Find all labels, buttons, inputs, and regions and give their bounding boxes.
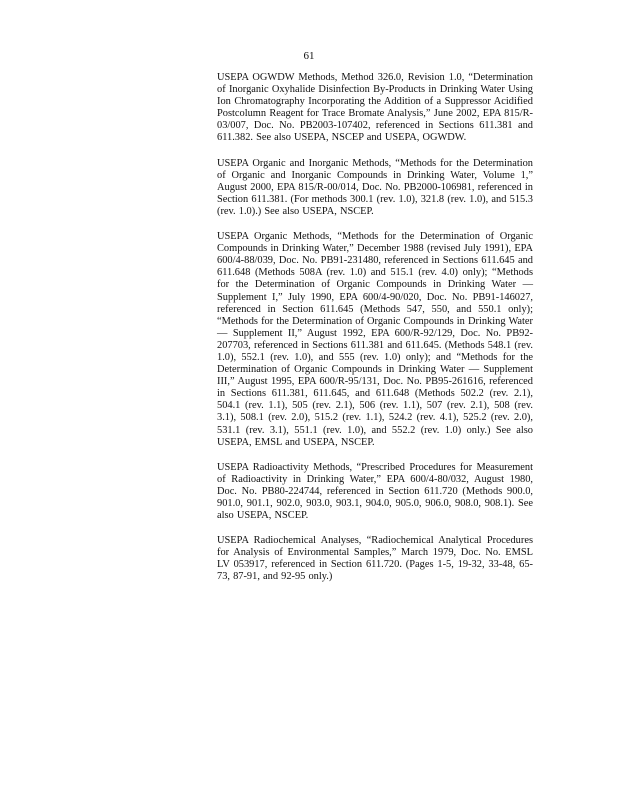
page-number: 61 [303,50,315,62]
reference-usepa-ogwdw-methods: USEPA OGWDW Methods, Method 326.0, Revision 1.0, “Determination of Inorganic Oxyhalide Disinfection By-Products in Drinking Water Using Ion Chromatography Incorporating the Addition of a Suppressor Acidified Postcolumn Reagent for Trace Bromate Analysis,” June 2002, EPA 815/R-03/007, Doc. No. PB2003-107402, referenced in Sections 611.381 and 611.382. See also USEPA, NSCEP and USEPA, OGWDW. [217,72,533,144]
reference-usepa-organic-and-inorganic-methods: USEPA Organic and Inorganic Methods, “Methods for the Determination of Organic and Inorganic Compounds in Drinking Water, Volume 1,” August 2000, EPA 815/R-00/014, Doc. No. PB2000-106981, referenced in Section 611.381. (For methods 300.1 (rev. 1.0), 321.8 (rev. 1.0), and 515.3 (rev. 1.0).) See also USEPA, NSCEP. [217,157,533,217]
reference-list [217,72,533,597]
reference-usepa-organic-methods: USEPA Organic Methods, “Methods for the Determination of Organic Compounds in Drinking Water,” December 1988 (revised July 1991), EPA 600/4-88/039, Doc. No. PB91-231480, referenced in Sections 611.645 and 611.648 (Methods 508A (rev. 1.0) and 515.1 (rev. 4.0) only); “Methods for the Determination of Organic Compounds in Drinking Water — Supplement I,” July 1990, EPA 600/4-90/020, Doc. No. PB91-146027, referenced in Section 611.645 (Methods 547, 550, and 550.1 only); “Methods for the Determination of Organic Compounds in Drinking Water — Supplement II,” August 1992, EPA 600/R-92/129, Doc. No. PB92-207703, referenced in Sections 611.381 and 611.645. (Methods 548.1 (rev. 1.0), 552.1 (rev. 1.0), and 555 (rev. 1.0) only); and “Methods for the Determination of Organic Compounds in Drinking Water — Supplement III,” August 1995, EPA 600/R-95/131, Doc. No. PB95-261616, referenced in Sections 611.381, 611.645, and 611.648 (Methods 502.2 (rev. 2.1), 504.1 (rev. 1.1), 505 (rev. 2.1), 506 (rev. 1.1), 507 (rev. 2.1), 508 (rev. 3.1), 508.1 (rev. 2.0), 515.2 (rev. 1.1), 524.2 (rev. 4.1), 525.2 (rev. 2.0), 531.1 (rev. 3.1), 551.1 (rev. 1.0), and 552.2 (rev. 1.0) only.) See also USEPA, EMSL and USEPA, NSCEP. [217,231,533,448]
reference-usepa-radiochemical-analyses: USEPA Radiochemical Analyses, “Radiochemical Analytical Procedures for Analysis of Environmental Samples,” March 1979, Doc. No. EMSL LV 053917, referenced in Section 611.720. (Pages 1-5, 19-32, 33-48, 65-73, 87-91, and 92-95 only.) [217,535,533,583]
reference-usepa-radioactivity-methods: USEPA Radioactivity Methods, “Prescribed Procedures for Measurement of Radioactivity in Drinking Water,” EPA 600/4-80/032, August 1980, Doc. No. PB80-224744, referenced in Section 611.720 (Methods 900.0, 901.0, 901.1, 902.0, 903.0, 903.1, 904.0, 905.0, 906.0, 908.0, 908.1). See also USEPA, NSCEP. [217,461,533,522]
